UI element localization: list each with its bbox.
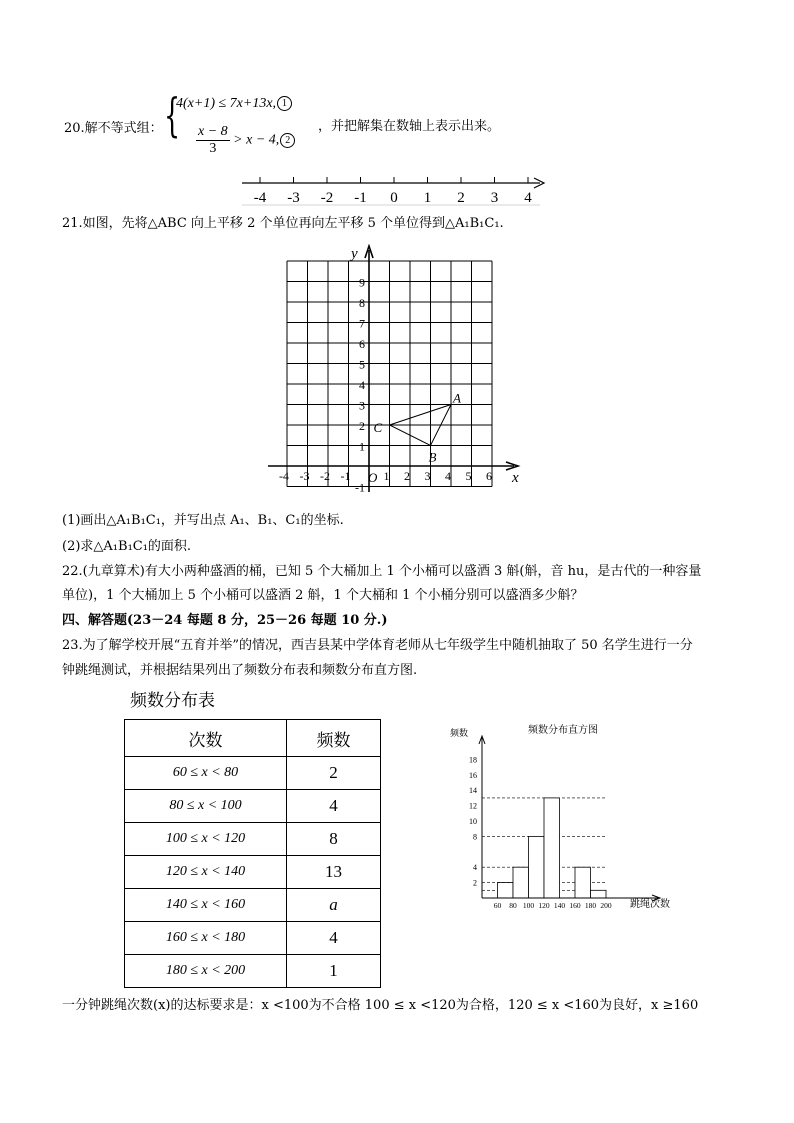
table-cell-count: 8	[287, 823, 381, 856]
number-line-label: 3	[490, 190, 499, 206]
header-frequency: 频数	[287, 720, 381, 757]
fraction	[196, 124, 230, 157]
histogram-y-tick: 16	[469, 770, 477, 780]
table-row	[125, 823, 381, 856]
table-header-row	[125, 720, 381, 757]
x-tick-label: 6	[486, 469, 492, 483]
chart-ylabel: 频数	[450, 728, 469, 738]
x-tick-label: 5	[465, 469, 472, 483]
number-line-label: -3	[287, 190, 300, 206]
number-line-label: -4	[253, 190, 267, 206]
y-tick-label: 3	[359, 398, 365, 413]
table-cell-range: 60 ≤ x < 80	[125, 757, 287, 790]
q21-sub2: (2)求△A₁B₁C₁的面积.	[62, 539, 192, 554]
x-tick-label: 4	[445, 469, 451, 483]
y-tick-label: 6	[359, 337, 365, 351]
fraction-numerator: x − 8	[198, 124, 228, 139]
y-tick-label: 4	[359, 378, 365, 392]
x-tick-label: -4	[279, 469, 289, 483]
y-tick-label: 2	[359, 419, 365, 433]
histogram-x-tick: 180	[584, 901, 597, 910]
table-cell-count: 4	[287, 790, 381, 823]
table-cell-count: 1	[287, 955, 381, 988]
x-tick-label: -2	[320, 469, 330, 483]
histogram-y-tick: 10	[469, 817, 477, 826]
chart-title: 频数分布直方图	[528, 725, 598, 736]
table-row	[125, 790, 381, 823]
histogram-y-tick: 2	[473, 878, 477, 888]
y-tick-label: 8	[359, 296, 365, 310]
inequality-1-text: 4(x+1) ≤ 7x+13x,	[176, 96, 277, 111]
table-cell-range: 100 ≤ x < 120	[125, 823, 287, 856]
histogram-y-tick: 8	[473, 832, 477, 842]
origin-label: O	[368, 470, 378, 485]
point-c-label: C	[373, 420, 383, 435]
table-row	[125, 856, 381, 889]
q21-sub1: (1)画出△A₁B₁C₁，并写出点 A₁、B₁、C₁的坐标.	[62, 513, 344, 528]
histogram-x-tick: 160	[569, 901, 581, 910]
q22-line1: 22.(九章算术)有大小两种盛酒的桶，已知 5 个大桶加上 1 个小桶可以盛酒 3 斛(斛，音 hu，是古代的一种容量	[62, 564, 702, 579]
y-axis-label: y	[351, 246, 358, 262]
histogram-x-tick: 100	[522, 901, 535, 910]
number-line-label: 2	[457, 190, 465, 206]
number-line-label: -1	[354, 190, 367, 206]
y-tick-label: 9	[359, 275, 365, 290]
y-tick-label: -1	[355, 480, 365, 495]
y-tick-label: 5	[359, 357, 365, 372]
table-cell-count: a	[287, 889, 381, 922]
inequality-2	[196, 124, 295, 157]
q23-bottom-line: 一分钟跳绳次数(x)的达标要求是：x <100为不合格 100 ≤ x <120为合格，120 ≤ x <160为良好，x ≥160	[62, 998, 699, 1013]
q20-tail: ，并把解集在数轴上表示出来。	[318, 119, 501, 134]
histogram-bar	[529, 836, 545, 898]
q22-line2: 单位)，1 个大桶加上 5 个小桶可以盛酒 2 斛，1 个大桶和 1 个小桶分别可以盛酒多少斛？	[62, 588, 584, 603]
table-cell-range: 80 ≤ x < 100	[125, 790, 287, 823]
system-brace: {	[164, 88, 181, 142]
x-tick-label: 2	[404, 469, 410, 483]
number-line-label: -2	[320, 190, 334, 206]
chart-xlabel: 跳绳次数	[630, 899, 670, 910]
y-tick-label: 7	[359, 316, 365, 331]
table-cell-count: 13	[287, 856, 381, 889]
histogram-y-tick: 4	[473, 863, 477, 873]
table-cell-range: 160 ≤ x < 180	[125, 922, 287, 955]
mark-1: 1	[277, 96, 292, 111]
table-title: 频数分布表	[130, 691, 215, 711]
inequality-1	[176, 96, 292, 112]
histogram-x-tick: 120	[538, 901, 550, 910]
number-line-label: 1	[423, 190, 432, 206]
q20-label: 20.解不等式组：	[64, 121, 163, 136]
coordinate-grid	[262, 244, 524, 496]
histogram-bar	[544, 798, 560, 898]
table-row	[125, 757, 381, 790]
histogram-bar	[513, 867, 529, 898]
histogram-x-tick: 80	[509, 901, 517, 910]
number-line-label: 4	[524, 190, 532, 206]
x-tick-label: -3	[299, 469, 310, 483]
x-tick-label: 1	[383, 469, 390, 483]
histogram-x-tick: 200	[600, 901, 612, 910]
x-axis-label: x	[512, 470, 519, 486]
histogram-y-tick: 14	[469, 786, 477, 796]
x-tick-label: 3	[424, 469, 431, 483]
table-row	[125, 922, 381, 955]
q23-line2: 钟跳绳测试，并根据结果列出了频数分布表和频数分布直方图.	[62, 663, 418, 678]
table-row	[125, 955, 381, 988]
histogram-x-tick: 60	[493, 901, 502, 910]
header-count-range: 次数	[125, 720, 287, 757]
number-line	[238, 172, 550, 208]
histogram-y-tick: 12	[469, 801, 477, 811]
histogram-y-tick: 18	[469, 755, 477, 765]
histogram-bar	[498, 883, 514, 898]
x-tick-label: -1	[340, 469, 351, 483]
fraction-denominator: 3	[209, 141, 217, 156]
q21-text: 21.如图，先将△ABC 向上平移 2 个单位再向左平移 5 个单位得到△A₁B₁C₁.	[62, 216, 504, 231]
point-a-label: A	[453, 390, 461, 406]
table-cell-range: 120 ≤ x < 140	[125, 856, 287, 889]
section-4-heading: 四、解答题(23－24 每题 8 分，25－26 每题 10 分.)	[62, 613, 388, 628]
number-line-label: 0	[390, 190, 398, 206]
histogram-chart	[446, 716, 682, 914]
inequality-2-text: > x − 4,	[233, 132, 280, 148]
table-cell-range: 140 ≤ x < 160	[125, 889, 287, 922]
mark-2: 2	[280, 133, 295, 148]
y-tick-label: 1	[359, 439, 365, 454]
histogram-bar	[575, 867, 591, 898]
table-cell-count: 2	[287, 757, 381, 790]
table-row	[125, 889, 381, 922]
point-b-label: B	[428, 449, 437, 465]
q23-line1: 23.为了解学校开展“五育并举”的情况，西吉县某中学体育老师从七年级学生中随机抽取了 50 名学生进行一分	[62, 638, 693, 653]
histogram-x-tick: 140	[553, 901, 566, 910]
histogram-bar	[591, 890, 607, 898]
frequency-table	[124, 719, 381, 988]
table-cell-count: 4	[287, 922, 381, 955]
table-cell-range: 180 ≤ x < 200	[125, 955, 287, 988]
